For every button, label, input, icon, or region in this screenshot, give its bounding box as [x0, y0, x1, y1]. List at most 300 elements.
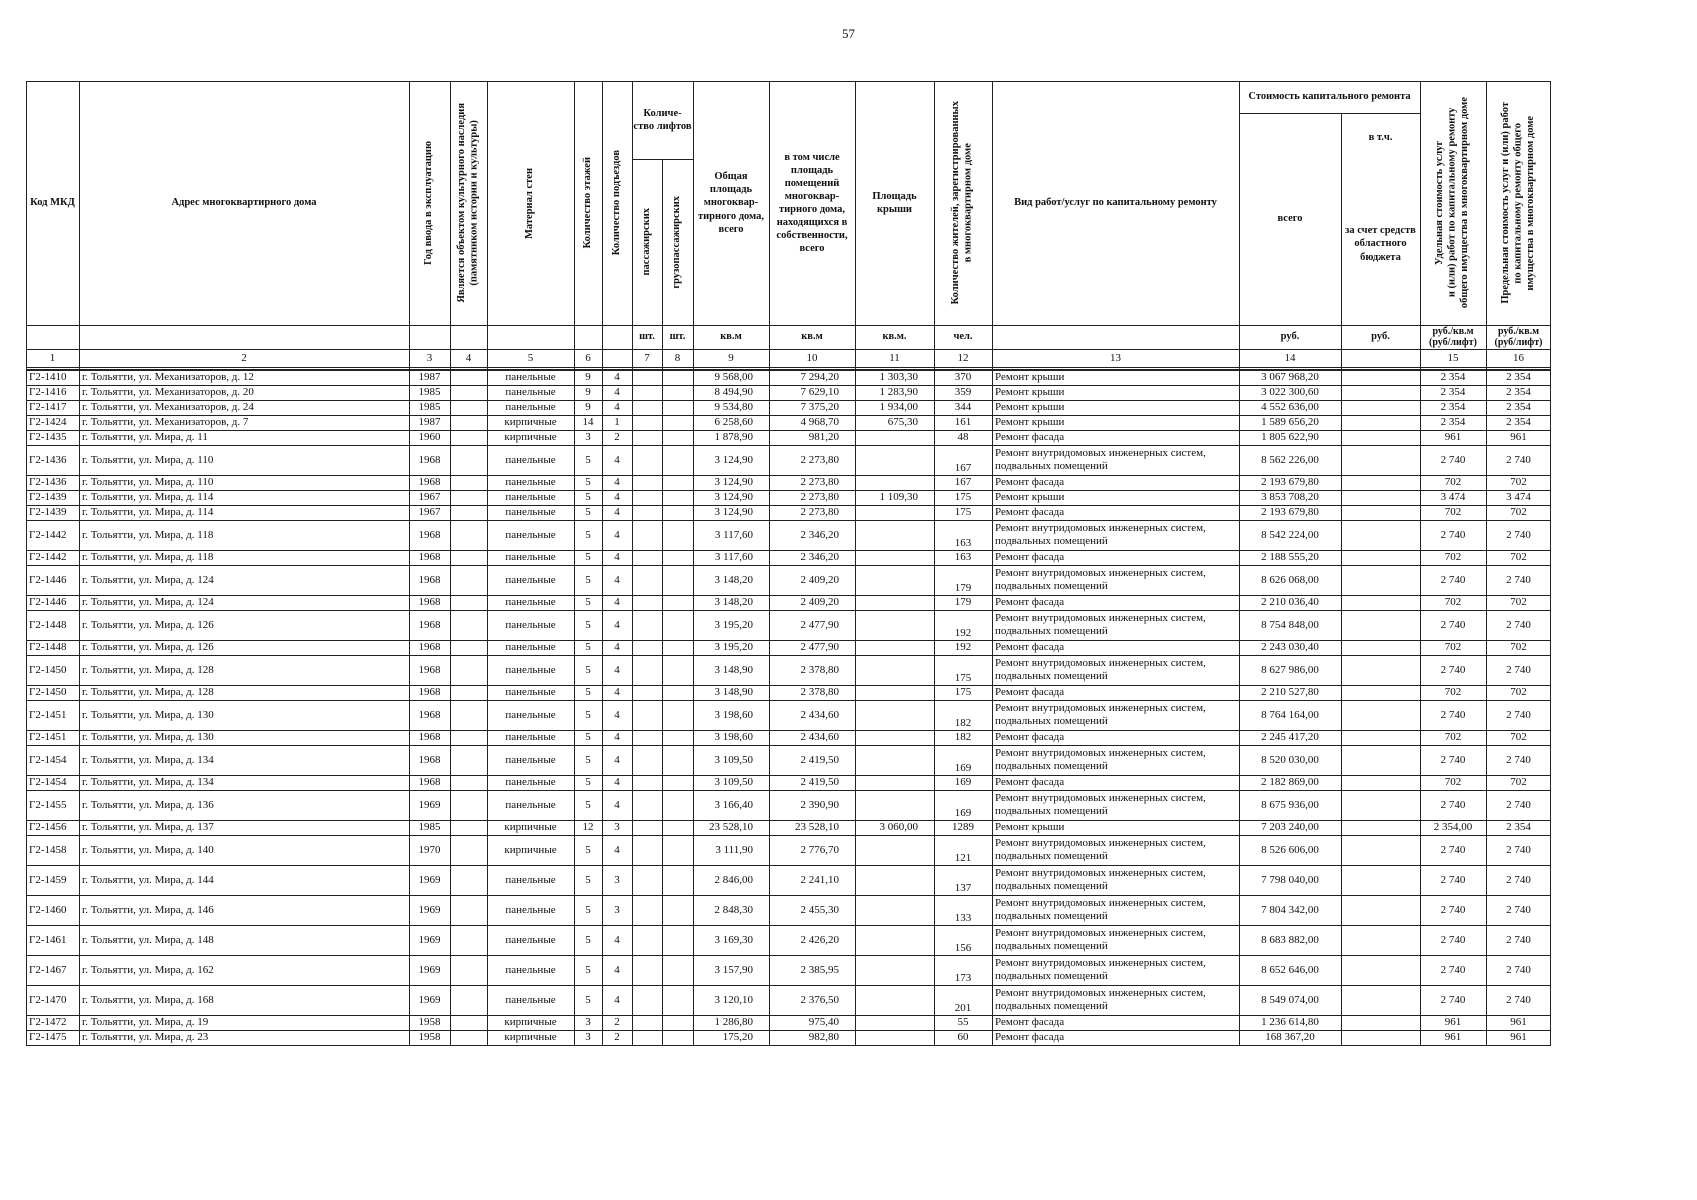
grid-line [26, 685, 1551, 686]
cell-work: Ремонт крыши [995, 491, 1065, 504]
cell-unit: 702 [1444, 476, 1462, 489]
cell-limit: 2 354 [1506, 386, 1531, 399]
cell-year: 1985 [418, 386, 441, 399]
cell-roof [855, 685, 934, 700]
cell-owned: 2 419,50 [800, 776, 839, 789]
cell-material: панельные [505, 993, 556, 1006]
cell-work: Ремонт крыши [995, 371, 1065, 384]
cell-material: панельные [505, 798, 556, 811]
cell-cost: 2 245 417,20 [1261, 731, 1319, 744]
grid-line [26, 370, 1551, 371]
cell-unit: 2 740 [1440, 618, 1466, 631]
cell-unit: 702 [1444, 686, 1462, 699]
cell-residents: 169 [954, 776, 972, 789]
cell-code: Г2-1442 [29, 551, 67, 564]
cell-work: Ремонт фасада [995, 596, 1065, 609]
cell-total: 3 166,40 [714, 798, 753, 811]
cell-material: панельные [505, 776, 556, 789]
cell-limit: 2 740 [1506, 993, 1531, 1006]
cell-entrances: 4 [614, 551, 620, 564]
header-residents [934, 81, 992, 325]
cell-owned: 23 528,10 [795, 821, 839, 834]
cell-year: 1968 [418, 573, 441, 586]
cell-entrances: 4 [614, 708, 620, 721]
cell-entrances: 4 [614, 371, 620, 384]
cell-material: панельные [505, 686, 556, 699]
grid-line [992, 81, 993, 1045]
cell-roof [855, 565, 934, 595]
cell-roof [855, 835, 934, 865]
cell-limit: 2 740 [1506, 618, 1531, 631]
cell-unit: 2 740 [1440, 903, 1466, 916]
cell-floors: 5 [585, 798, 591, 811]
cell-entrances: 4 [614, 506, 620, 519]
cell-cost: 2 193 679,80 [1261, 506, 1319, 519]
cell-residents: 344 [954, 401, 972, 414]
cell-roof [855, 430, 934, 445]
cell-cost: 1 589 656,20 [1261, 416, 1319, 429]
cell-residents: 175 [954, 686, 972, 699]
header-floors [574, 81, 602, 325]
cell-total: 6 258,60 [714, 416, 753, 429]
cell-owned: 4 968,70 [800, 416, 839, 429]
header-roof-area: Площадь крыши [872, 190, 917, 215]
cell-residents: 173 [954, 972, 972, 985]
grid-line [26, 415, 1551, 416]
cell-residents: 169 [954, 762, 972, 775]
grid-line [26, 700, 1551, 701]
grid-line [26, 325, 1551, 326]
grid-line [26, 955, 1551, 956]
grid-line [26, 610, 1551, 611]
cell-material: панельные [505, 618, 556, 631]
column-number: 10 [806, 352, 818, 364]
cell-work: Ремонт фасада [995, 431, 1065, 444]
cell-address: г. Тольятти, ул. Мира, д. 118 [82, 551, 214, 564]
grid-line [26, 745, 1551, 746]
cell-code: Г2-1454 [29, 753, 67, 766]
cell-floors: 5 [585, 731, 591, 744]
grid-line [26, 640, 1551, 641]
cell-roof [855, 475, 934, 490]
grid-line [26, 985, 1551, 986]
column-number [1341, 349, 1420, 367]
unit-lifts-cargo: шт. [669, 331, 686, 343]
cell-cost: 2 182 869,00 [1261, 776, 1319, 789]
cell-material: панельные [505, 708, 556, 721]
column-number: 13 [1110, 352, 1121, 364]
cell-code: Г2-1460 [29, 903, 67, 916]
cell-year: 1967 [418, 491, 441, 504]
cell-work: Ремонт фасада [995, 686, 1065, 699]
grid-line [26, 655, 1551, 656]
cell-entrances: 4 [614, 686, 620, 699]
cell-limit: 2 740 [1506, 708, 1531, 721]
cell-year: 1968 [418, 618, 441, 631]
grid-line [602, 81, 603, 1045]
cell-year: 1985 [418, 401, 441, 414]
cell-entrances: 4 [614, 641, 620, 654]
cell-limit: 961 [1510, 431, 1527, 444]
cell-roof [855, 865, 934, 895]
cell-cost: 8 683 882,00 [1261, 933, 1319, 946]
grid-line [26, 490, 1551, 491]
grid-line [487, 81, 488, 1045]
cell-code: Г2-1448 [29, 618, 67, 631]
cell-floors: 3 [585, 431, 591, 444]
cell-entrances: 4 [614, 386, 620, 399]
unit-cost-total: руб. [1280, 331, 1300, 343]
column-number: 11 [889, 352, 900, 364]
cell-floors: 5 [585, 963, 591, 976]
cell-address: г. Тольятти, ул. Мира, д. 23 [82, 1031, 209, 1044]
header-year-text: Год ввода в эксплуатацию [423, 140, 435, 266]
cell-floors: 12 [582, 821, 594, 834]
unit-residents: чел. [953, 331, 973, 343]
cell-year: 1968 [418, 476, 441, 489]
cell-limit: 961 [1510, 1016, 1527, 1029]
grid-line [632, 81, 633, 1045]
cell-cost: 3 067 968,20 [1261, 371, 1319, 384]
cell-address: г. Тольятти, ул. Мира, д. 110 [82, 476, 214, 489]
grid-line [1486, 81, 1487, 1045]
cell-year: 1968 [418, 663, 441, 676]
cell-work: Ремонт крыши [995, 401, 1065, 414]
cell-code: Г2-1451 [29, 731, 67, 744]
column-number: 8 [674, 352, 681, 364]
cell-code: Г2-1439 [29, 506, 67, 519]
cell-material: панельные [505, 476, 556, 489]
cell-address: г. Тольятти, ул. Мира, д. 130 [82, 731, 214, 744]
cell-owned: 2 409,20 [800, 596, 839, 609]
cell-address: г. Тольятти, ул. Мира, д. 146 [82, 903, 214, 916]
cell-roof: 675,30 [887, 416, 918, 429]
cell-residents: 169 [954, 807, 972, 820]
cell-total: 3 124,90 [714, 476, 753, 489]
cell-residents: 182 [954, 717, 972, 730]
grid-line [855, 81, 856, 1045]
cell-floors: 5 [585, 551, 591, 564]
cell-residents: 182 [954, 731, 972, 744]
cell-unit: 2 354 [1440, 386, 1466, 399]
grid-line [26, 520, 1551, 521]
cell-owned: 2 455,30 [800, 903, 839, 916]
cell-residents: 1289 [952, 821, 974, 834]
cell-residents: 163 [954, 551, 972, 564]
cell-unit: 2 740 [1440, 798, 1466, 811]
cell-total: 3 148,20 [714, 596, 753, 609]
cell-year: 1987 [418, 416, 441, 429]
cell-material: панельные [505, 753, 556, 766]
cell-roof [855, 610, 934, 640]
cell-limit: 702 [1510, 686, 1527, 699]
cell-code: Г2-1458 [29, 843, 67, 856]
cell-unit: 2 354 [1440, 371, 1466, 384]
cell-work: Ремонт фасада [995, 1031, 1065, 1044]
cell-roof [855, 790, 934, 820]
cell-residents: 175 [954, 491, 972, 504]
cell-unit: 2 354 [1440, 401, 1466, 414]
cell-unit: 961 [1444, 1031, 1462, 1044]
cell-material: панельные [505, 453, 556, 466]
cell-work: Ремонт внутридомовых инженерных систем, подвальных помещений [995, 702, 1206, 727]
cell-residents: 121 [954, 852, 972, 865]
cell-unit: 2 740 [1440, 873, 1466, 886]
cell-entrances: 4 [614, 993, 620, 1006]
cell-entrances: 2 [614, 1016, 620, 1029]
header-total-area: Общая площадь многоквар- тирного дома, всего [697, 171, 765, 235]
cell-unit: 2 740 [1440, 708, 1466, 721]
cell-address: г. Тольятти, ул. Мира, д. 118 [82, 528, 214, 541]
cell-limit: 2 740 [1506, 903, 1531, 916]
cell-roof [855, 520, 934, 550]
cell-residents: 179 [954, 582, 972, 595]
cell-owned: 2 390,90 [800, 798, 839, 811]
cell-work: Ремонт внутридомовых инженерных систем, подвальных помещений [995, 837, 1206, 862]
cell-limit: 2 354 [1506, 416, 1531, 429]
cell-entrances: 4 [614, 663, 620, 676]
cell-residents: 161 [954, 416, 972, 429]
cell-address: г. Тольятти, ул. Мира, д. 130 [82, 708, 214, 721]
cell-cost: 1 236 614,80 [1261, 1016, 1319, 1029]
cell-roof [855, 505, 934, 520]
header-cost: Стоимость капитального ремонта [1248, 91, 1411, 103]
cell-material: кирпичные [504, 1031, 557, 1044]
cell-unit: 2 740 [1440, 663, 1466, 676]
header-lifts: Количе- ство лифтов [633, 107, 692, 132]
cell-work: Ремонт внутридомовых инженерных систем, подвальных помещений [995, 927, 1206, 952]
cell-floors: 9 [585, 401, 591, 414]
cell-unit: 2 740 [1440, 453, 1466, 466]
cell-floors: 3 [585, 1016, 591, 1029]
grid-line [26, 550, 1551, 551]
cell-material: панельные [505, 573, 556, 586]
cell-roof [855, 985, 934, 1015]
header-material [487, 81, 574, 325]
cell-cost: 7 804 342,00 [1261, 903, 1319, 916]
page-number: 57 [842, 26, 855, 41]
cell-roof [855, 550, 934, 565]
column-number: 6 [585, 352, 591, 364]
cell-limit: 702 [1510, 596, 1527, 609]
cell-code: Г2-1470 [29, 993, 67, 1006]
cell-limit: 702 [1510, 776, 1527, 789]
cell-year: 1968 [418, 528, 441, 541]
cell-entrances: 4 [614, 753, 620, 766]
cell-year: 1967 [418, 506, 441, 519]
cell-floors: 5 [585, 506, 591, 519]
column-number: 16 [1513, 352, 1524, 364]
cell-total: 3 117,60 [714, 528, 753, 541]
cell-limit: 2 740 [1506, 798, 1531, 811]
cell-work: Ремонт внутридомовых инженерных систем, подвальных помещений [995, 792, 1206, 817]
cell-material: панельные [505, 386, 556, 399]
header-cost-total: всего [1277, 213, 1303, 225]
cell-cost: 1 805 622,90 [1261, 431, 1319, 444]
cell-work: Ремонт внутридомовых инженерных систем, подвальных помещений [995, 522, 1206, 547]
cell-cost: 8 549 074,00 [1261, 993, 1319, 1006]
cell-total: 2 848,30 [714, 903, 753, 916]
cell-work: Ремонт фасада [995, 731, 1065, 744]
cell-address: г. Тольятти, ул. Мира, д. 126 [82, 618, 214, 631]
cell-year: 1968 [418, 708, 441, 721]
cell-total: 2 846,00 [714, 873, 753, 886]
cell-code: Г2-1472 [29, 1016, 67, 1029]
cell-roof: 1 303,30 [879, 371, 918, 384]
grid-line [26, 349, 1551, 350]
cell-floors: 5 [585, 993, 591, 1006]
cell-roof [855, 925, 934, 955]
cell-address: г. Тольятти, ул. Мира, д. 140 [82, 843, 214, 856]
cell-code: Г2-1459 [29, 873, 67, 886]
cell-entrances: 4 [614, 453, 620, 466]
column-number: 15 [1447, 352, 1459, 364]
cell-floors: 9 [585, 371, 591, 384]
cell-owned: 2 346,20 [800, 551, 839, 564]
cell-unit: 961 [1444, 431, 1462, 444]
grid-line [26, 1045, 1551, 1046]
cell-roof [855, 745, 934, 775]
cell-limit: 2 740 [1506, 873, 1531, 886]
grid-line [26, 1015, 1551, 1016]
cell-code: Г2-1446 [29, 573, 67, 586]
cell-code: Г2-1436 [29, 453, 67, 466]
cell-floors: 5 [585, 491, 591, 504]
grid-line [26, 595, 1551, 596]
cell-limit: 2 740 [1506, 528, 1531, 541]
cell-unit: 2 740 [1440, 528, 1466, 541]
cell-floors: 14 [582, 416, 594, 429]
cell-cost: 8 764 164,00 [1261, 708, 1319, 721]
cell-work: Ремонт внутридомовых инженерных систем, подвальных помещений [995, 747, 1206, 772]
cell-entrances: 4 [614, 963, 620, 976]
header-entrances [602, 81, 632, 325]
cell-address: г. Тольятти, ул. Мира, д. 124 [82, 573, 214, 586]
cell-roof: 1 283,90 [879, 386, 918, 399]
header-residents-text: Количество жителей, зарегистрированных в многоквартирном доме [950, 101, 974, 305]
cell-material: панельные [505, 663, 556, 676]
cell-roof [855, 655, 934, 685]
grid-line [26, 925, 1551, 926]
column-number: 9 [728, 352, 734, 364]
cell-floors: 5 [585, 596, 591, 609]
cell-total: 1 878,90 [714, 431, 753, 444]
header-unit-cost-text: Удельная стоимость услуг и (или) работ по капитальному ремонту общего имущества в многоквартирном доме [1434, 97, 1471, 309]
cell-code: Г2-1461 [29, 933, 67, 946]
grid-line [662, 159, 663, 1045]
cell-year: 1969 [418, 903, 441, 916]
repair-table [26, 81, 1672, 1141]
cell-total: 3 109,50 [714, 776, 753, 789]
header-limit-cost [1486, 81, 1551, 325]
cell-entrances: 4 [614, 843, 620, 856]
cell-address: г. Тольятти, ул. Мира, д. 11 [82, 431, 208, 444]
header-lifts-cargo [662, 159, 693, 325]
cell-work: Ремонт внутридомовых инженерных систем, подвальных помещений [995, 957, 1206, 982]
grid-line [26, 475, 1551, 476]
cell-material: панельные [505, 596, 556, 609]
cell-residents: 175 [954, 506, 972, 519]
cell-cost: 3 853 708,20 [1261, 491, 1319, 504]
cell-address: г. Тольятти, ул. Мира, д. 162 [82, 963, 214, 976]
cell-cost: 2 188 555,20 [1261, 551, 1319, 564]
grid-line [934, 81, 935, 1045]
cell-total: 3 157,90 [714, 963, 753, 976]
cell-owned: 2 241,10 [800, 873, 839, 886]
cell-code: Г2-1416 [29, 386, 67, 399]
cell-year: 1969 [418, 873, 441, 886]
cell-cost: 8 627 986,00 [1261, 663, 1319, 676]
cell-address: г. Тольятти, ул. Механизаторов, д. 24 [82, 401, 254, 414]
cell-entrances: 4 [614, 933, 620, 946]
cell-unit: 2 740 [1440, 573, 1466, 586]
cell-residents: 179 [954, 596, 972, 609]
cell-year: 1968 [418, 753, 441, 766]
cell-year: 1969 [418, 993, 441, 1006]
grid-line [26, 81, 1551, 82]
header-entrances-text: Количество подъездов [610, 150, 622, 256]
cell-unit: 2 740 [1440, 753, 1466, 766]
cell-entrances: 4 [614, 731, 620, 744]
cell-cost: 2 193 679,80 [1261, 476, 1319, 489]
grid-line [26, 1030, 1551, 1031]
cell-owned: 7 375,20 [800, 401, 839, 414]
cell-code: Г2-1455 [29, 798, 67, 811]
cell-residents: 167 [954, 476, 972, 489]
cell-work: Ремонт внутридомовых инженерных систем, подвальных помещений [995, 447, 1206, 472]
grid-line [26, 81, 27, 1045]
cell-code: Г2-1442 [29, 528, 67, 541]
header-floors-text: Количество этажей [581, 157, 593, 249]
cell-year: 1985 [418, 821, 441, 834]
cell-total: 3 198,60 [714, 708, 753, 721]
cell-cost: 8 675 936,00 [1261, 798, 1319, 811]
unit-unit-cost: руб./кв.м (руб/лифт) [1429, 326, 1477, 348]
cell-owned: 2 776,70 [800, 843, 839, 856]
unit-owned-area: кв.м [801, 331, 823, 343]
grid-line [1341, 113, 1342, 1045]
cell-material: панельные [505, 551, 556, 564]
cell-material: панельные [505, 731, 556, 744]
cell-code: Г2-1451 [29, 708, 67, 721]
cell-owned: 2 378,80 [800, 686, 839, 699]
cell-limit: 2 740 [1506, 663, 1531, 676]
cell-year: 1969 [418, 798, 441, 811]
cell-code: Г2-1450 [29, 686, 67, 699]
cell-floors: 5 [585, 618, 591, 631]
cell-address: г. Тольятти, ул. Мира, д. 128 [82, 663, 214, 676]
cell-total: 23 528,10 [709, 821, 753, 834]
cell-unit: 702 [1444, 596, 1462, 609]
cell-unit: 2 354 [1440, 416, 1466, 429]
cell-residents: 201 [954, 1002, 972, 1015]
cell-cost: 168 367,20 [1265, 1031, 1315, 1044]
cell-limit: 2 740 [1506, 573, 1531, 586]
cell-work: Ремонт внутридомовых инженерных систем, подвальных помещений [995, 987, 1206, 1012]
cell-work: Ремонт фасада [995, 476, 1065, 489]
grid-line [1239, 113, 1420, 114]
cell-address: г. Тольятти, ул. Мира, д. 144 [82, 873, 214, 886]
cell-floors: 5 [585, 573, 591, 586]
cell-address: г. Тольятти, ул. Мира, д. 124 [82, 596, 214, 609]
cell-cost: 2 243 030,40 [1261, 641, 1319, 654]
cell-total: 175,20 [722, 1031, 753, 1044]
cell-owned: 2 477,90 [800, 641, 839, 654]
cell-code: Г2-1439 [29, 491, 67, 504]
cell-owned: 2 385,95 [800, 963, 839, 976]
cell-material: панельные [505, 873, 556, 886]
cell-residents: 192 [954, 627, 972, 640]
